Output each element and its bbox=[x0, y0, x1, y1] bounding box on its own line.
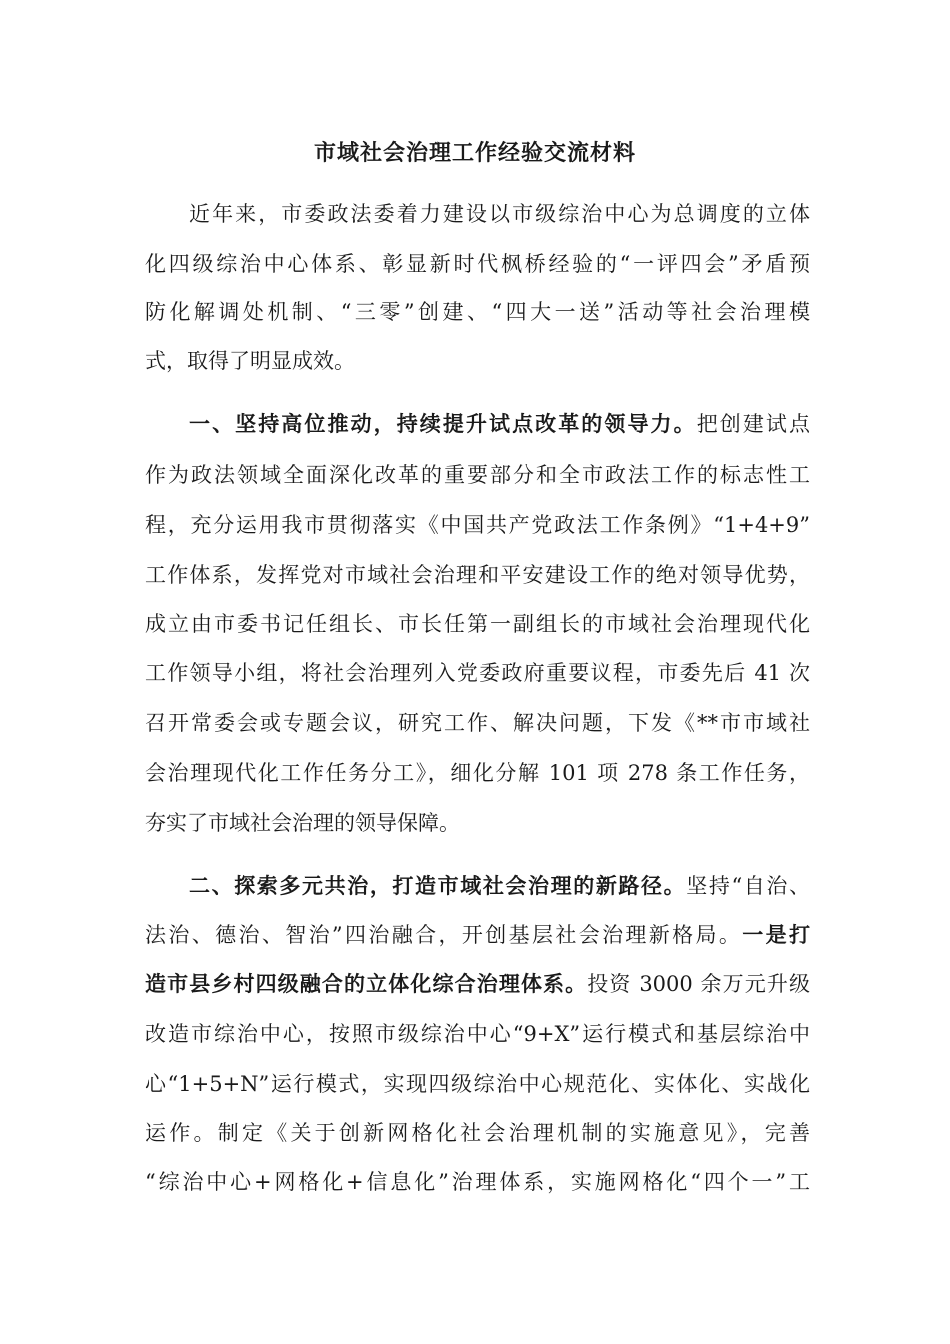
section1-line-1 bbox=[189, 406, 810, 442]
intro-line-1: 近年来，市委政法委着力建设以市级综治中心为总调度的立体 bbox=[189, 202, 810, 226]
section2-line-3 bbox=[145, 966, 810, 1002]
intro-line-2: 化四级综治中心体系、彰显新时代枫桥经验的“一评四会”矛盾预 bbox=[145, 252, 810, 276]
section2-line-3-text: 投资 3000 余万元升级 bbox=[587, 972, 811, 996]
section2-line-2 bbox=[145, 917, 810, 953]
section1-line-7: 召开常委会或专题会议，研究工作、解决问题，下发《**市市域社 bbox=[145, 711, 810, 735]
document-title: 市域社会治理工作经验交流材料 bbox=[313, 140, 636, 166]
section2-line-7: “综治中心+网格化+信息化”治理体系，实施网格化“四个一”工 bbox=[145, 1170, 810, 1194]
section2-line-2-bold: 一是打 bbox=[742, 922, 811, 947]
section2-line-4: 改造市综治中心，按照市级综治中心“9+X”运行模式和基层综治中 bbox=[145, 1022, 810, 1046]
section2-line-2-text: 法治、德治、智治”四治融合，开创基层社会治理新格局。 bbox=[145, 923, 743, 947]
section1-line-8: 会治理现代化工作任务分工》，细化分解 101 项 278 条工作任务， bbox=[145, 761, 810, 785]
section1-heading: 一、坚持高位推动，持续提升试点改革的领导力。 bbox=[189, 411, 697, 436]
section1-line-6: 工作领导小组，将社会治理列入党委政府重要议程，市委先后 41 次 bbox=[145, 661, 810, 685]
section1-line-4: 工作体系，发挥党对市域社会治理和平安建设工作的绝对领导优势， bbox=[145, 563, 810, 587]
section2-subheading: 造市县乡村四级融合的立体化综合治理体系。 bbox=[145, 971, 588, 996]
section2-heading: 二、探索多元共治，打造市域社会治理的新路径。 bbox=[189, 873, 687, 898]
section2-line-6: 运作。制定《关于创新网格化社会治理机制的实施意见》，完善 bbox=[145, 1121, 810, 1145]
intro-line-4: 式，取得了明显成效。 bbox=[145, 349, 355, 373]
section1-line-9: 夯实了市域社会治理的领导保障。 bbox=[145, 811, 460, 835]
section1-line-2: 作为政法领域全面深化改革的重要部分和全市政法工作的标志性工 bbox=[145, 463, 810, 487]
section2-line-1-tail: 坚持“自治、 bbox=[686, 874, 810, 898]
section2-line-5: 心“1+5+N”运行模式，实现四级综治中心规范化、实体化、实战化 bbox=[145, 1072, 810, 1096]
intro-line-3: 防化解调处机制、“三零”创建、“四大一送”活动等社会治理模 bbox=[145, 300, 810, 324]
section1-line-1-tail: 把创建试点 bbox=[696, 412, 811, 436]
section1-line-5: 成立由市委书记任组长、市长任第一副组长的市域社会治理现代化 bbox=[145, 612, 810, 636]
section2-line-1 bbox=[189, 868, 810, 904]
section1-line-3: 程，充分运用我市贯彻落实《中国共产党政法工作条例》“1+4+9” bbox=[145, 513, 810, 537]
